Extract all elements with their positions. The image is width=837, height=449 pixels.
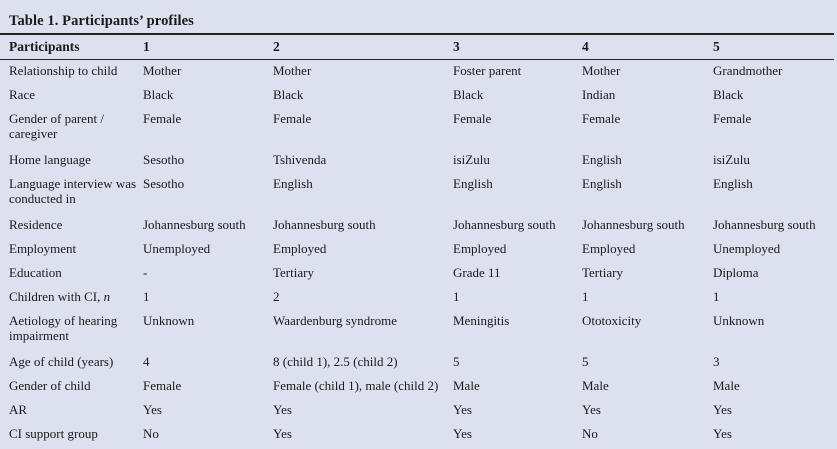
header-cell: 5 [713,39,720,54]
table-cell: Mother [143,63,182,78]
table-cell: isiZulu [713,152,750,167]
table-cell: Yes [453,426,472,441]
table-cell: isiZulu [453,152,490,167]
table-cell: Diploma [713,265,759,280]
table-row [0,240,837,264]
row-label: Residence [9,217,63,232]
table-row [0,353,837,377]
table-cell: Johannesburg south [713,217,816,232]
table-cell: 3 [713,354,720,369]
table-cell: Black [713,87,744,102]
table-cell: Male [453,378,480,393]
row-label: Language interview was conducted in [9,176,137,206]
header-cell: Participants [9,39,80,54]
table-cell: Female (child 1), male (child 2) [273,378,439,393]
table-cell: Tertiary [273,265,314,280]
row-label: Education [9,265,62,280]
table-row [0,312,837,353]
table-cell: English [273,176,313,191]
table-cell: 5 [582,354,589,369]
table-cell: Female [273,111,312,126]
table-cell: 4 [143,354,150,369]
table-cell: Yes [582,402,601,417]
table-body [0,59,837,449]
table-cell: 1 [453,289,460,304]
table-cell: Unknown [143,313,195,328]
table-cell: Ototoxicity [582,313,642,328]
table-cell: Employed [582,241,636,256]
table-cell: Female [713,111,752,126]
row-label: Home language [9,152,91,167]
table-cell: Indian [582,87,616,102]
table-cell: Unknown [713,313,765,328]
table-row [0,425,837,449]
table-cell: English [713,176,753,191]
header-row [0,35,837,59]
table-row [0,377,837,401]
row-label: Gender of parent / caregiver [9,111,104,141]
row-label: Race [9,87,35,102]
table-row [0,216,837,240]
table-cell: Female [143,111,182,126]
row-label: Employment [9,241,77,256]
table-cell: Yes [713,402,732,417]
table-cell: - [143,265,148,280]
table-row [0,401,837,425]
table-cell: Yes [273,402,292,417]
table-row [0,264,837,288]
row-label: Age of child (years) [9,354,114,369]
table-cell: English [582,176,622,191]
table-cell: No [143,426,159,441]
table-cell: Employed [273,241,327,256]
table-cell: Waardenburg syndrome [273,313,397,328]
row-label: Relationship to child [9,63,118,78]
table-cell: Female [143,378,182,393]
table-caption: Table 1. Participants’ profiles [9,13,194,29]
table-cell: Male [713,378,740,393]
table-cell: Yes [713,426,732,441]
table-cell: Grade 11 [453,265,501,280]
table-row [0,59,837,86]
table-row [0,86,837,110]
table-row [0,175,837,216]
table-cell: Black [143,87,174,102]
table-cell: Johannesburg south [273,217,376,232]
participants-table [0,35,837,449]
table-cell: English [453,176,493,191]
header-cell: 4 [582,39,589,54]
table-row [0,110,837,151]
table-cell: Unemployed [713,241,781,256]
table-cell: 1 [713,289,720,304]
table-cell: Black [273,87,304,102]
table-cell: Yes [453,402,472,417]
table-cell: Tertiary [582,265,623,280]
table-cell: Mother [582,63,621,78]
table-cell: 8 (child 1), 2.5 (child 2) [273,354,398,369]
table-cell: 5 [453,354,460,369]
row-label: Children with CI, n [9,289,111,304]
table-row [0,288,837,312]
row-label: Gender of child [9,378,91,393]
table-cell: Tshivenda [273,152,327,167]
table-cell: Mother [273,63,312,78]
table-cell: English [582,152,622,167]
row-label: AR [9,402,28,417]
table-cell: Female [453,111,492,126]
table-row [0,151,837,175]
table-cell: Employed [453,241,507,256]
table-cell: Grandmother [713,63,783,78]
table-cell: Foster parent [453,63,522,78]
row-label: CI support group [9,426,98,441]
table-cell: Male [582,378,609,393]
table-cell: Unemployed [143,241,211,256]
table-cell: 1 [582,289,589,304]
table-cell: Black [453,87,484,102]
row-label: Aetiology of hearing impairment [9,313,118,343]
table-cell: Johannesburg south [143,217,246,232]
table-cell: No [582,426,598,441]
header-cell: 3 [453,39,460,54]
table-cell: Sesotho [143,152,185,167]
table-cell: 1 [143,289,150,304]
table-cell: Johannesburg south [582,217,685,232]
table-cell: Meningitis [453,313,510,328]
table-cell: 2 [273,289,280,304]
table-cell: Female [582,111,621,126]
header-cell: 1 [143,39,150,54]
table-cell: Yes [273,426,292,441]
header-cell: 2 [273,39,280,54]
table-cell: Yes [143,402,162,417]
table-cell: Sesotho [143,176,185,191]
table-cell: Johannesburg south [453,217,556,232]
